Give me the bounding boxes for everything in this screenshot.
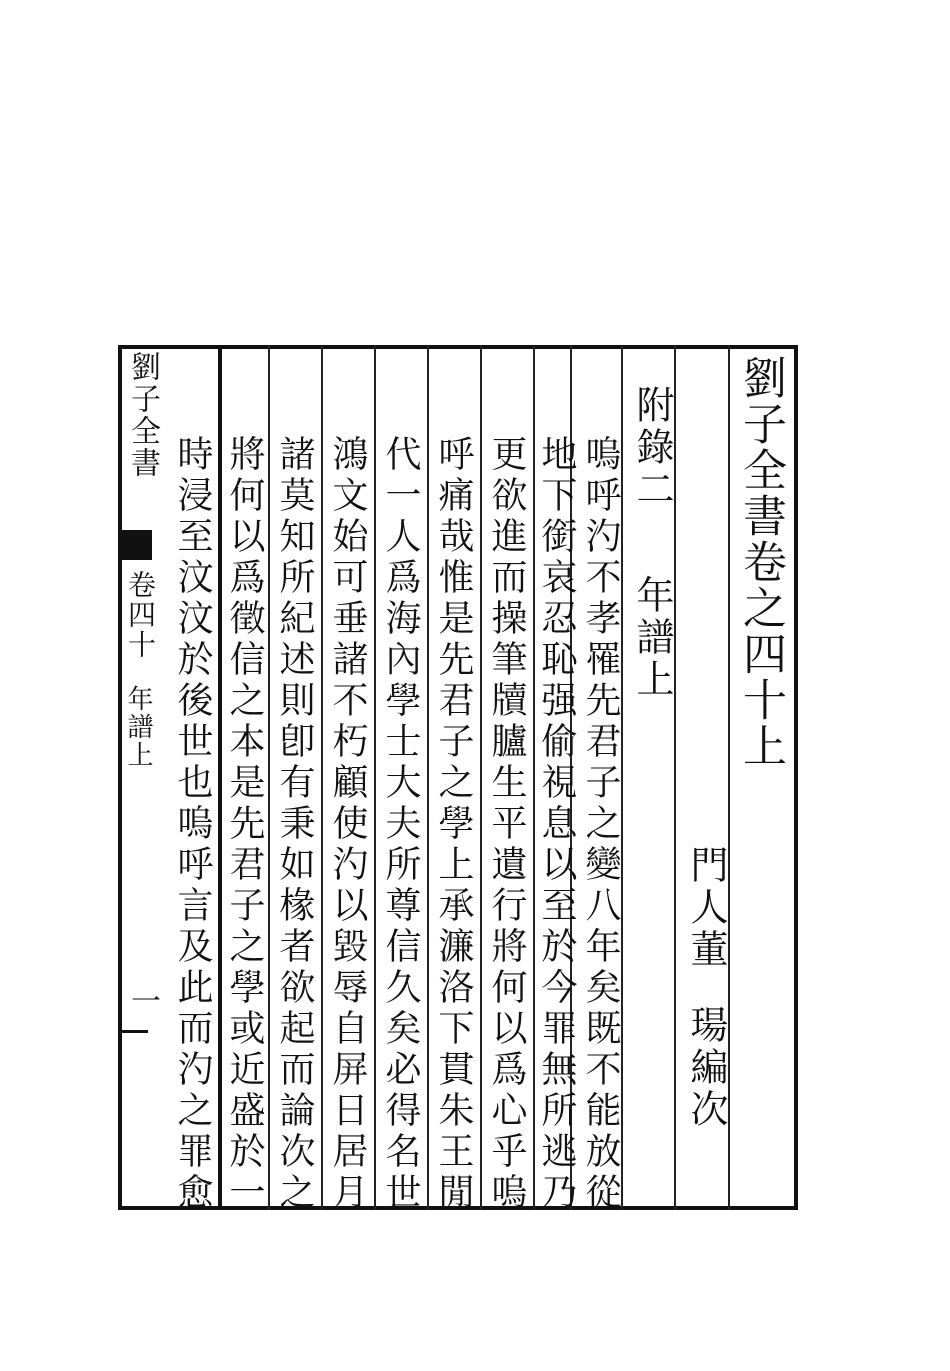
- body-column-1: 嗚呼汋不孝罹先君子之變八年矣既不能放從: [580, 435, 621, 1214]
- book-title: 劉子全書卷之四十上: [735, 355, 786, 769]
- body-column-3: 更欲進而操筆牘臚生平遺行將何以爲心乎嗚: [486, 435, 527, 1214]
- compiler-role: 門人董: [684, 845, 728, 971]
- gutter-volume: 卷四十: [124, 570, 157, 660]
- body-column-7: 諸莫知所紀述則卽有秉如椽者欲起而論次之: [274, 435, 315, 1214]
- body-column-9: 時浸至汶汶於後世也嗚呼言及此而汋之罪愈: [172, 435, 213, 1214]
- compiler-name: 瑒編次: [684, 1005, 728, 1131]
- body-column-2: 地下銜哀忍恥强偷視息以至於今罪無所逃乃: [536, 435, 577, 1214]
- page-number: 一: [125, 985, 160, 1017]
- section-appendix: 附錄二: [630, 385, 674, 511]
- body-column-5: 代一人爲海內學士大夫所尊信久矣必得名世: [380, 435, 421, 1214]
- body-column-6: 鴻文始可垂諸不朽顧使汋以毀辱自屏日居月: [327, 435, 368, 1214]
- gutter-book-title: 劉子全書: [125, 351, 160, 479]
- fish-tail-mark: [118, 530, 152, 560]
- body-column-4: 呼痛哉惟是先君子之學上承濂洛下貫朱王閒: [433, 435, 474, 1214]
- gutter-bottom-rule: [118, 1030, 148, 1033]
- page-frame: [118, 345, 798, 1214]
- body-column-8: 將何以爲徵信之本是先君子之學或近盛於一: [224, 435, 265, 1214]
- section-chronicle: 年譜上: [630, 575, 674, 701]
- gutter-section: 年譜上: [123, 685, 153, 769]
